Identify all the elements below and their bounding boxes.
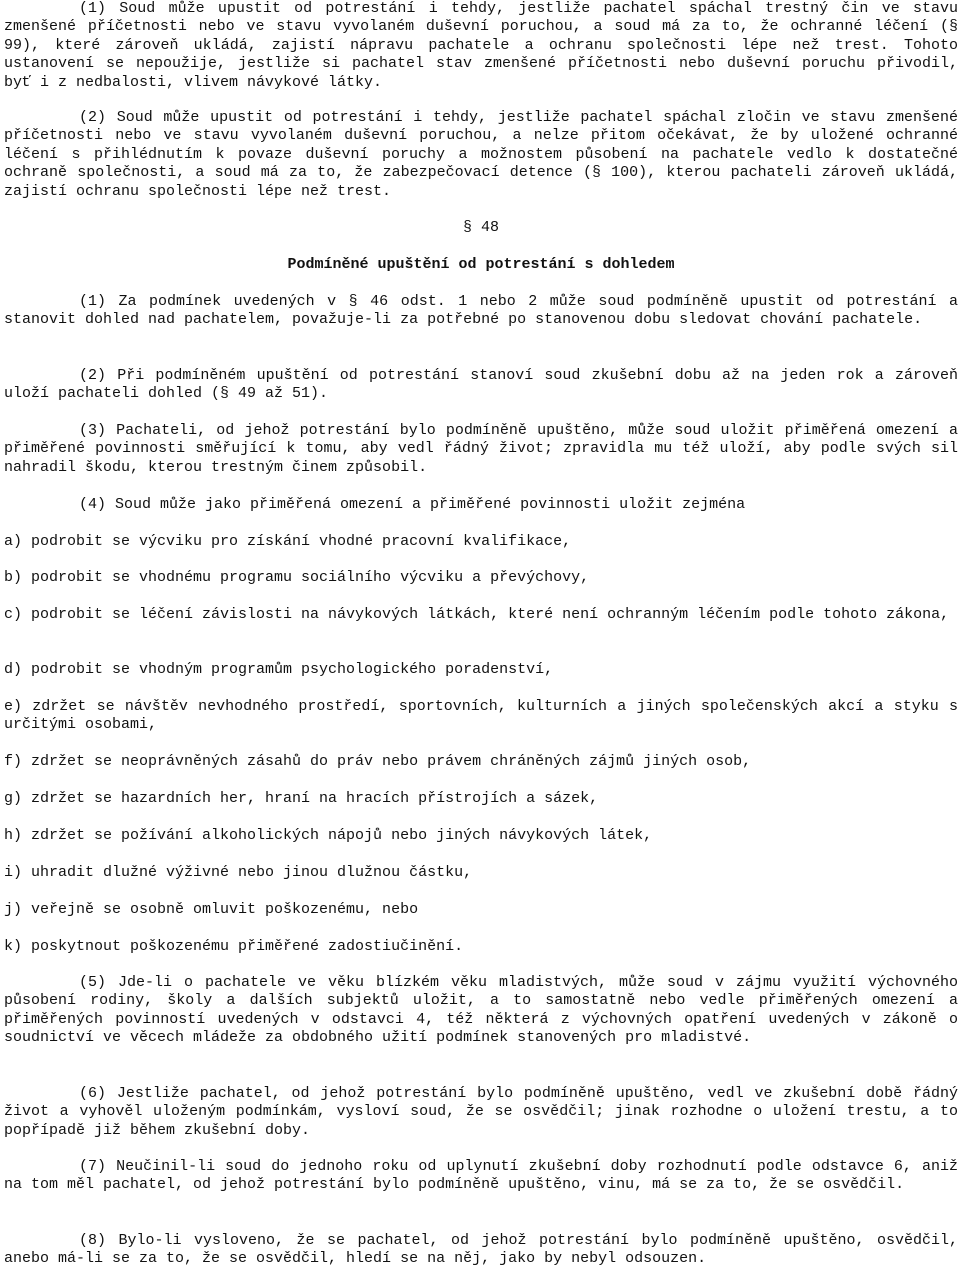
paragraph-48-1: (1) Za podmínek uvedených v § 46 odst. 1 nebo 2 může soud podmíněně upustit od potrestání a stanovit dohled nad pachatelem, považuje-li za potřebné po stanovenou dobu sledovat chování pachatele.	[4, 293, 958, 329]
list-item-a: a) podrobit se výcviku pro získání vhodné pracovní kvalifikace,	[4, 533, 572, 550]
list-item-g: g) zdržet se hazardních her, hraní na hracích přístrojích a sázek,	[4, 790, 599, 807]
paragraph-46-2: (2) Soud může upustit od potrestání i tehdy, jestliže pachatel spáchal zločin ve stavu zmenšené příčetnosti nebo ve stavu vyvolaném duševní poruchou, a nelze přitom očekávat, že by uložené ochranné léčení s přihlédnutím k povaze duševní poruchy a možnostem působení na pachatele vedlo k dostatečné ochraně společnosti, a soud má za to, že zabezpečovací detence (§ 100), kterou pachateli zároveň ukládá, zajistí ochranu společnosti lépe než trest.	[4, 109, 958, 200]
paragraph-48-3: (3) Pachateli, od jehož potrestání bylo podmíněně upuštěno, může soud uložit přiměřená omezení a přiměřené povinnosti směřující k tomu, aby vedl řádný život; zpravidla mu též uloží, aby podle svých sil nahradil škodu, kterou trestným činem způsobil.	[4, 422, 958, 476]
list-item-i: i) uhradit dlužné výživné nebo jinou dlužnou částku,	[4, 864, 473, 881]
paragraph-46-1: (1) Soud může upustit od potrestání i tehdy, jestliže pachatel spáchal trestný čin ve stavu zmenšené příčetnosti nebo ve stavu vyvolaném duševní poruchou, a soud má za to, že ochranné léčení (§ 99), které zároveň ukládá, zajistí nápravu pachatele a ochranu společnosti lépe než trest. Tohoto ustanovení se nepoužije, jestliže si pachatel stav zmenšené příčetnosti nebo duševní poruchu přivodil, byť i z nedbalosti, vlivem návykové látky.	[4, 0, 958, 91]
list-item-j: j) veřejně se osobně omluvit poškozenému, nebo	[4, 901, 419, 918]
section-number: § 48	[462, 219, 499, 236]
section-title: Podmíněné upuštění od potrestání s dohledem	[287, 256, 675, 273]
paragraph-48-5: (5) Jde-li o pachatele ve věku blízkém věku mladistvých, může soud v zájmu využití výchovného působení rodiny, školy a dalších subjektů uložit, a to samostatně nebo vedle přiměřených omezení a přiměřených povinností uvedených v odstavci 4, též některá z výchovných opatření uvedených v zákoně o soudnictví ve věcech mládeže za obdobného užití podmínek stanovených pro mladistvé.	[4, 974, 958, 1047]
paragraph-48-6: (6) Jestliže pachatel, od jehož potrestání bylo podmíněně upuštěno, vedl ve zkušební době řádný život a vyhověl uloženým podmínkám, vysloví soud, že se osvědčil; jinak rozhodne o uložení trestu, a to popřípadě již během zkušební doby.	[4, 1085, 958, 1139]
list-item-k: k) poskytnout poškozenému přiměřené zadostiučinění.	[4, 938, 464, 955]
list-item-d: d) podrobit se vhodným programům psychologického poradenství,	[4, 661, 554, 678]
list-item-b: b) podrobit se vhodnému programu sociálního výcviku a převýchovy,	[4, 569, 590, 586]
paragraph-48-2: (2) Při podmíněném upuštění od potrestání stanoví soud zkušební dobu až na jeden rok a zároveň uloží pachateli dohled (§ 49 až 51).	[4, 367, 958, 403]
list-item-c: c) podrobit se léčení závislosti na návykových látkách, které není ochranným léčením podle tohoto zákona,	[4, 606, 950, 623]
list-item-f: f) zdržet se neoprávněných zásahů do práv nebo právem chráněných zájmů jiných osob,	[4, 753, 752, 770]
paragraph-48-8: (8) Bylo-li vysloveno, že se pachatel, od jehož potrestání bylo podmíněně upuštěno, osvědčil, anebo má-li se za to, že se osvědčil, hledí se na něj, jako by nebyl odsouzen.	[4, 1232, 958, 1268]
list-item-e: e) zdržet se návštěv nevhodného prostředí, sportovních, kulturních a jiných společenských akcí a styku s určitými osobami,	[4, 698, 958, 734]
list-item-h: h) zdržet se požívání alkoholických nápojů nebo jiných návykových látek,	[4, 827, 653, 844]
paragraph-48-7: (7) Neučinil-li soud do jednoho roku od uplynutí zkušební doby rozhodnutí podle odstavce 6, aniž na tom měl pachatel, od jehož potrestání bylo podmíněně upuštěno, vinu, má se za to, že se osvědčil.	[4, 1158, 958, 1194]
paragraph-48-4: (4) Soud může jako přiměřená omezení a přiměřené povinnosti uložit zejména	[79, 496, 746, 513]
